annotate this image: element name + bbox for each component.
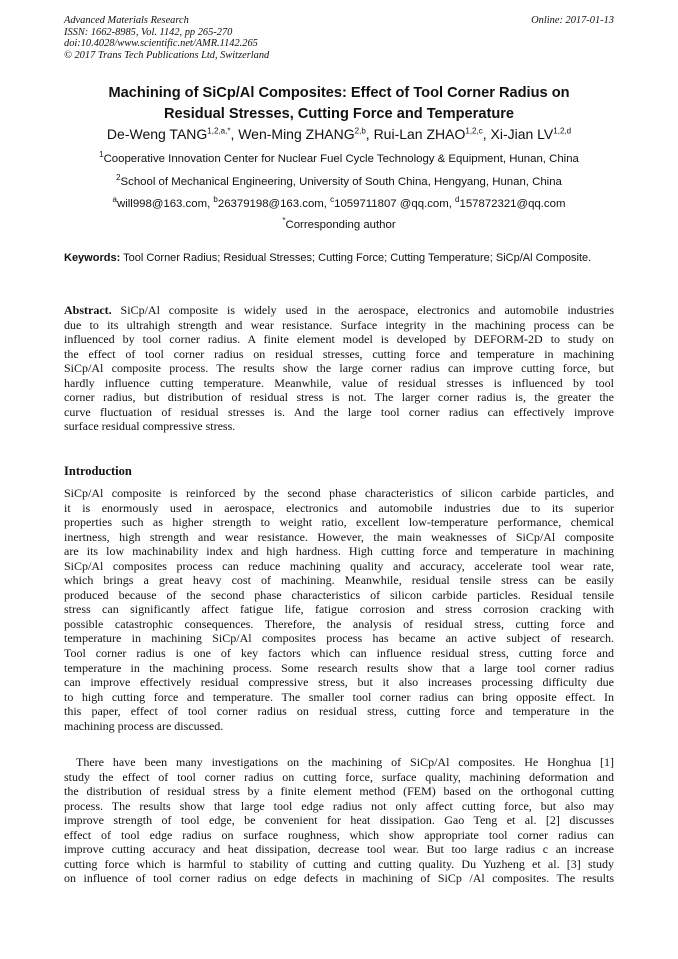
body-line: SiCp/Al composite is reinforced by the second phase characteristics of silicon carbide particles, and bbox=[64, 486, 614, 500]
author-separator: , bbox=[365, 126, 374, 142]
affiliation-marker: 1 bbox=[99, 150, 104, 160]
affiliation-1 bbox=[40, 152, 638, 166]
body-line: are its low machinability index and high hardness. High cutting force and temperature in machining bbox=[64, 544, 614, 559]
corresponding-text: Corresponding author bbox=[285, 219, 396, 231]
title-line-2: Residual Stresses, Cutting Force and Temperature bbox=[163, 105, 515, 122]
body-line: properties such as higher strength to weight ratio, excellent low-temperature performance, chemical bbox=[64, 515, 614, 530]
journal-header bbox=[64, 15, 269, 61]
body-line: can improve effectively residual compressive stress, but it also increases processing difficulty due bbox=[64, 675, 614, 690]
author-affiliation-marker: 1,2,c bbox=[465, 126, 483, 136]
section-heading-introduction: Introduction bbox=[64, 464, 132, 478]
corresponding-author-note bbox=[40, 218, 638, 232]
doi-line: doi:10.4028/www.scientific.net/AMR.1142.265 bbox=[64, 38, 258, 50]
email-address: 1059711807 @qq.com, bbox=[334, 198, 456, 210]
author-separator: , bbox=[482, 126, 491, 142]
corresponding-marker: * bbox=[282, 216, 286, 226]
body-line: cutting force which is harmful to stability of cutting and cutting quality. Du Yuzheng et al. [3] study bbox=[64, 856, 614, 871]
body-line: Tool corner radius is one of key factors which can influence residual stress, cutting force and bbox=[64, 646, 614, 661]
body-line: temperature in the machining process. Some research results show that a large tool corner radius bbox=[64, 660, 614, 675]
body-line: SiCp/Al composites process can reduce machining quality and accuracy, accelerate tool wear rate, bbox=[64, 558, 614, 573]
keywords-block bbox=[64, 252, 614, 266]
author-name: Wen-Ming ZHANG bbox=[238, 126, 355, 142]
affiliation-text: Cooperative Innovation Center for Nuclear Fuel Cycle Technology & Equipment, Hunan, China bbox=[103, 153, 579, 165]
introduction-paragraph-1 bbox=[64, 486, 614, 733]
email-address: 157872321@qq.com bbox=[459, 198, 566, 210]
body-line: temperature in machining SiCp/Al composites process has became an active subject of research. bbox=[64, 631, 614, 646]
abstract-line: SiCp/Al composite process. The results show the large corner radius can improve cutting force, but bbox=[64, 361, 614, 376]
body-line: process. The results show that large tool edge radius not only affect cutting force, but also may bbox=[64, 798, 614, 813]
introduction-paragraph-2 bbox=[64, 755, 614, 886]
body-line: it is enormously used in aerospace, electronics and automobile industries due to its superior bbox=[64, 500, 614, 515]
abstract-line: hardly influence cutting temperature. Meanwhile, value of residual stresses is influenced by tool bbox=[64, 375, 614, 390]
abstract-line: influenced by tool corner radius. A finite element model is developed by DEFORM-2D to study on bbox=[64, 332, 614, 347]
email-address: will998@163.com, bbox=[117, 198, 214, 210]
body-line: stress can significantly affect fatigue life, fatigue corrosion and stress corrosion cracking with bbox=[64, 602, 614, 617]
email-address: 26379198@163.com, bbox=[217, 198, 331, 210]
abstract-line: surface residual compressive stress. bbox=[64, 419, 236, 434]
affiliation-text: School of Mechanical Engineering, University of South China, Hengyang, Hunan, China bbox=[120, 176, 562, 188]
author-name: De-Weng TANG bbox=[106, 126, 208, 142]
paper-title bbox=[60, 83, 618, 124]
journal-name: Advanced Materials Research bbox=[64, 15, 189, 26]
body-line: on influence of tool corner radius on edge defects in machining of SiCp /Al composites. The results bbox=[64, 871, 614, 886]
keywords-label: Keywords: bbox=[64, 252, 121, 264]
abstract-line: the effect of tool corner radius on residual stresses, cutting force and temperature in machining bbox=[64, 346, 614, 361]
email-marker: a bbox=[112, 195, 117, 205]
body-line: improve strength of tool edge, be convenient for heat dissipation. Gao Teng et al. [2] discusses bbox=[64, 813, 614, 828]
abstract-line bbox=[64, 303, 614, 318]
abstract-line: due to its ultrahigh strength and wear resistance. Surface integrity in the machining process can be bbox=[64, 317, 614, 332]
author-affiliation-marker: 1,2,d bbox=[553, 126, 572, 136]
body-line: produced because of the second phase characteristics of silicon carbide particles. Residual tensile bbox=[64, 587, 614, 602]
abstract-paragraph bbox=[64, 303, 614, 434]
body-line: which brings a great heavy cost of machining. Meanwhile, residual tensile stress can be easily bbox=[64, 573, 614, 588]
body-line: study the effect of tool corner radius on cutting force, surface quality, machining deformation and bbox=[64, 769, 614, 784]
issn-line: ISSN: 1662-8985, Vol. 1142, pp 265-270 bbox=[64, 26, 233, 38]
author-name: Rui-Lan ZHAO bbox=[373, 126, 466, 142]
body-line: this paper, effect of tool corner radius on residual stress, cutting force and temperature in the bbox=[64, 704, 614, 719]
email-marker: d bbox=[455, 195, 460, 205]
abstract-line-text: SiCp/Al composite is widely used in the aerospace, electronics and automobile industries bbox=[111, 303, 614, 317]
author-affiliation-marker: 1,2,a,* bbox=[207, 126, 231, 136]
body-line: improve cutting accuracy and heat dissipation, decrease tool wear. But too large radius c an increase bbox=[64, 842, 614, 857]
copyright-line: © 2017 Trans Tech Publications Ltd, Switzerland bbox=[64, 49, 270, 61]
online-date: Online: 2017-01-13 bbox=[531, 15, 614, 26]
body-line: machining process are discussed. bbox=[64, 718, 224, 733]
author-list bbox=[30, 125, 648, 143]
author-affiliation-marker: 2,b bbox=[354, 126, 366, 136]
abstract-line: corner radius, but distribution of residual stress is not. The larger corner radius is, the greater the bbox=[64, 390, 614, 405]
abstract-label: Abstract. bbox=[64, 303, 112, 317]
body-line: the distribution of residual stress by a finite element method (FEM) based on the orthogonal cutting bbox=[64, 784, 614, 799]
author-separator: , bbox=[230, 126, 239, 142]
email-marker: b bbox=[213, 195, 218, 205]
abstract-line: curve fluctuation of residual stresses is. And the large tool corner radius can effectively improve bbox=[64, 404, 614, 419]
email-marker: c bbox=[330, 195, 335, 205]
author-emails bbox=[40, 197, 638, 211]
keywords-text: Tool Corner Radius; Residual Stresses; Cutting Force; Cutting Temperature; SiCp/Al Composite. bbox=[120, 252, 592, 264]
body-line: inertness, high strength and wear resistance. However, the main weaknesses of SiCp/Al composite bbox=[64, 529, 614, 544]
author-name: Xi-Jian LV bbox=[490, 126, 554, 142]
affiliation-2 bbox=[40, 175, 638, 189]
body-line: possible catastrophic consequences. Therefore, the analysis of residual stress, cutting force and bbox=[64, 616, 614, 631]
body-line: There have been many investigations on the machining of SiCp/Al composites. He Honghua [1] bbox=[76, 755, 614, 769]
body-line: effect of tool edge radius on surface roughness, which show appropriate tool corner radius can bbox=[64, 827, 614, 842]
affiliation-marker: 2 bbox=[116, 173, 121, 183]
body-line: to high cutting force and temperature. The smaller tool corner radius can bring opposite effect. In bbox=[64, 689, 614, 704]
title-line-1: Machining of SiCp/Al Composites: Effect of Tool Corner Radius on bbox=[108, 85, 570, 101]
